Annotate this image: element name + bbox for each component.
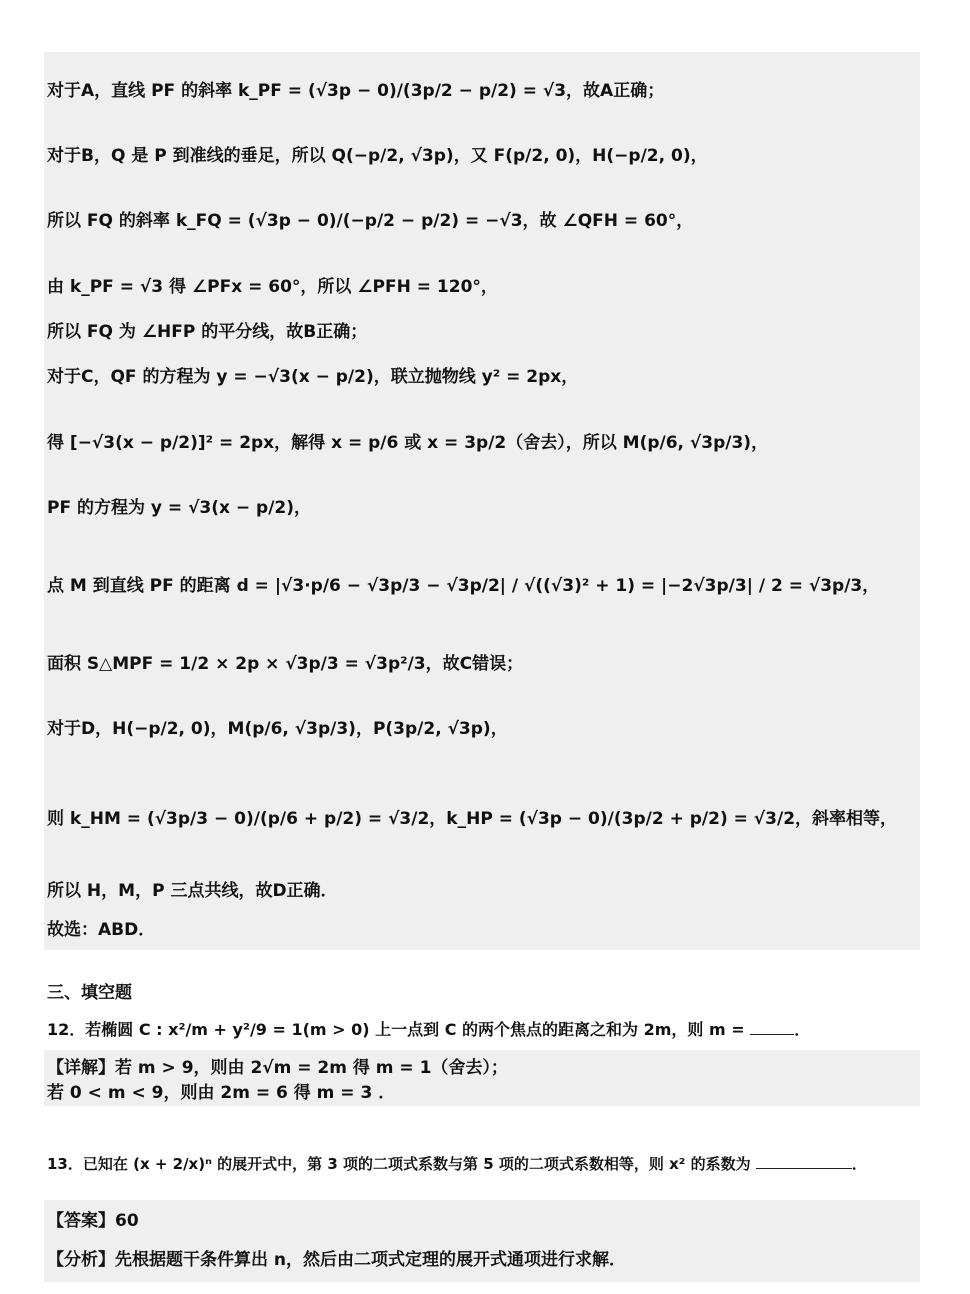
q13-analysis: 【分析】先根据题干条件算出 n，然后由二项式定理的展开式通项进行求解． [47,1250,627,1270]
solution-line: 面积 S△MPF = 1/2 × 2p × √3p/3 = √3p²/3，故C错误； [47,654,524,674]
solution-line: 对于D，H(−p/2, 0)，M(p/6, √3p/3)，P(3p/2, √3p)， [47,719,508,739]
question-12-end: ． [794,1020,811,1039]
q12-detail-line: 【详解】若 m > 9，则由 2√m = 2m 得 m = 1（舍去）； [47,1058,508,1078]
solution-line: PF 的方程为 y = √3(x − p/2)， [47,498,312,518]
solution-line: 由 k_PF = √3 得 ∠PFx = 60°，所以 ∠PFH = 120°， [47,277,498,297]
solution-line: 则 k_HM = (√3p/3 − 0)/(p/6 + p/2) = √3/2，k_HP = (√3p − 0)/(3p/2 + p/2) = √3/2，斜率相等， [47,809,898,829]
solution-line: 所以 H，M，P 三点共线，故D正确． [47,881,338,901]
question-12 [47,1018,810,1041]
question-13-end: ． [851,1155,867,1173]
q13-answer: 【答案】60 [47,1211,139,1231]
answer-blank [750,1018,794,1035]
solution-line: 得 [−√3(x − p/2)]² = 2px，解得 x = p/6 或 x = 3p/2（舍去），所以 M(p/6, √3p/3)， [47,433,769,453]
question-13-text: 13．已知在 (x + 2/x)ⁿ 的展开式中，第 3 项的二项式系数与第 5 项的二项式系数相等，则 x² 的系数为 [47,1155,751,1173]
solution-line: 所以 FQ 的斜率 k_FQ = (√3p − 0)/(−p/2 − p/2) = −√3，故 ∠QFH = 60°， [47,211,694,231]
q12-detail-line: 若 0 < m < 9，则由 2m = 6 得 m = 3 ． [47,1083,396,1103]
solution-line: 点 M 到直线 PF 的距离 d = |√3·p/6 − √3p/3 − √3p/2| / √((√3)² + 1) = |−2√3p/3| / 2 = √3p/3， [47,576,880,596]
question-12-text: 12．若椭圆 C : x²/m + y²/9 = 1(m > 0) 上一点到 C 的两个焦点的距离之和为 2m，则 m = [47,1020,745,1039]
solution-line: 所以 FQ 为 ∠HFP 的平分线，故B正确； [47,322,368,342]
solution-line: 对于B，Q 是 P 到准线的垂足，所以 Q(−p/2, √3p)，又 F(p/2, 0)，H(−p/2, 0)， [47,146,708,166]
solution-line: 对于C，QF 的方程为 y = −√3(x − p/2)，联立抛物线 y² = 2px， [47,367,579,387]
solution-line: 故选：ABD． [47,920,156,940]
section-title: 三、填空题 [47,983,132,1003]
solution-line: 对于A，直线 PF 的斜率 k_PF = (√3p − 0)/(3p/2 − p/2) = √3，故A正确； [47,81,665,101]
question-13 [47,1152,867,1175]
answer-blank [756,1152,852,1169]
